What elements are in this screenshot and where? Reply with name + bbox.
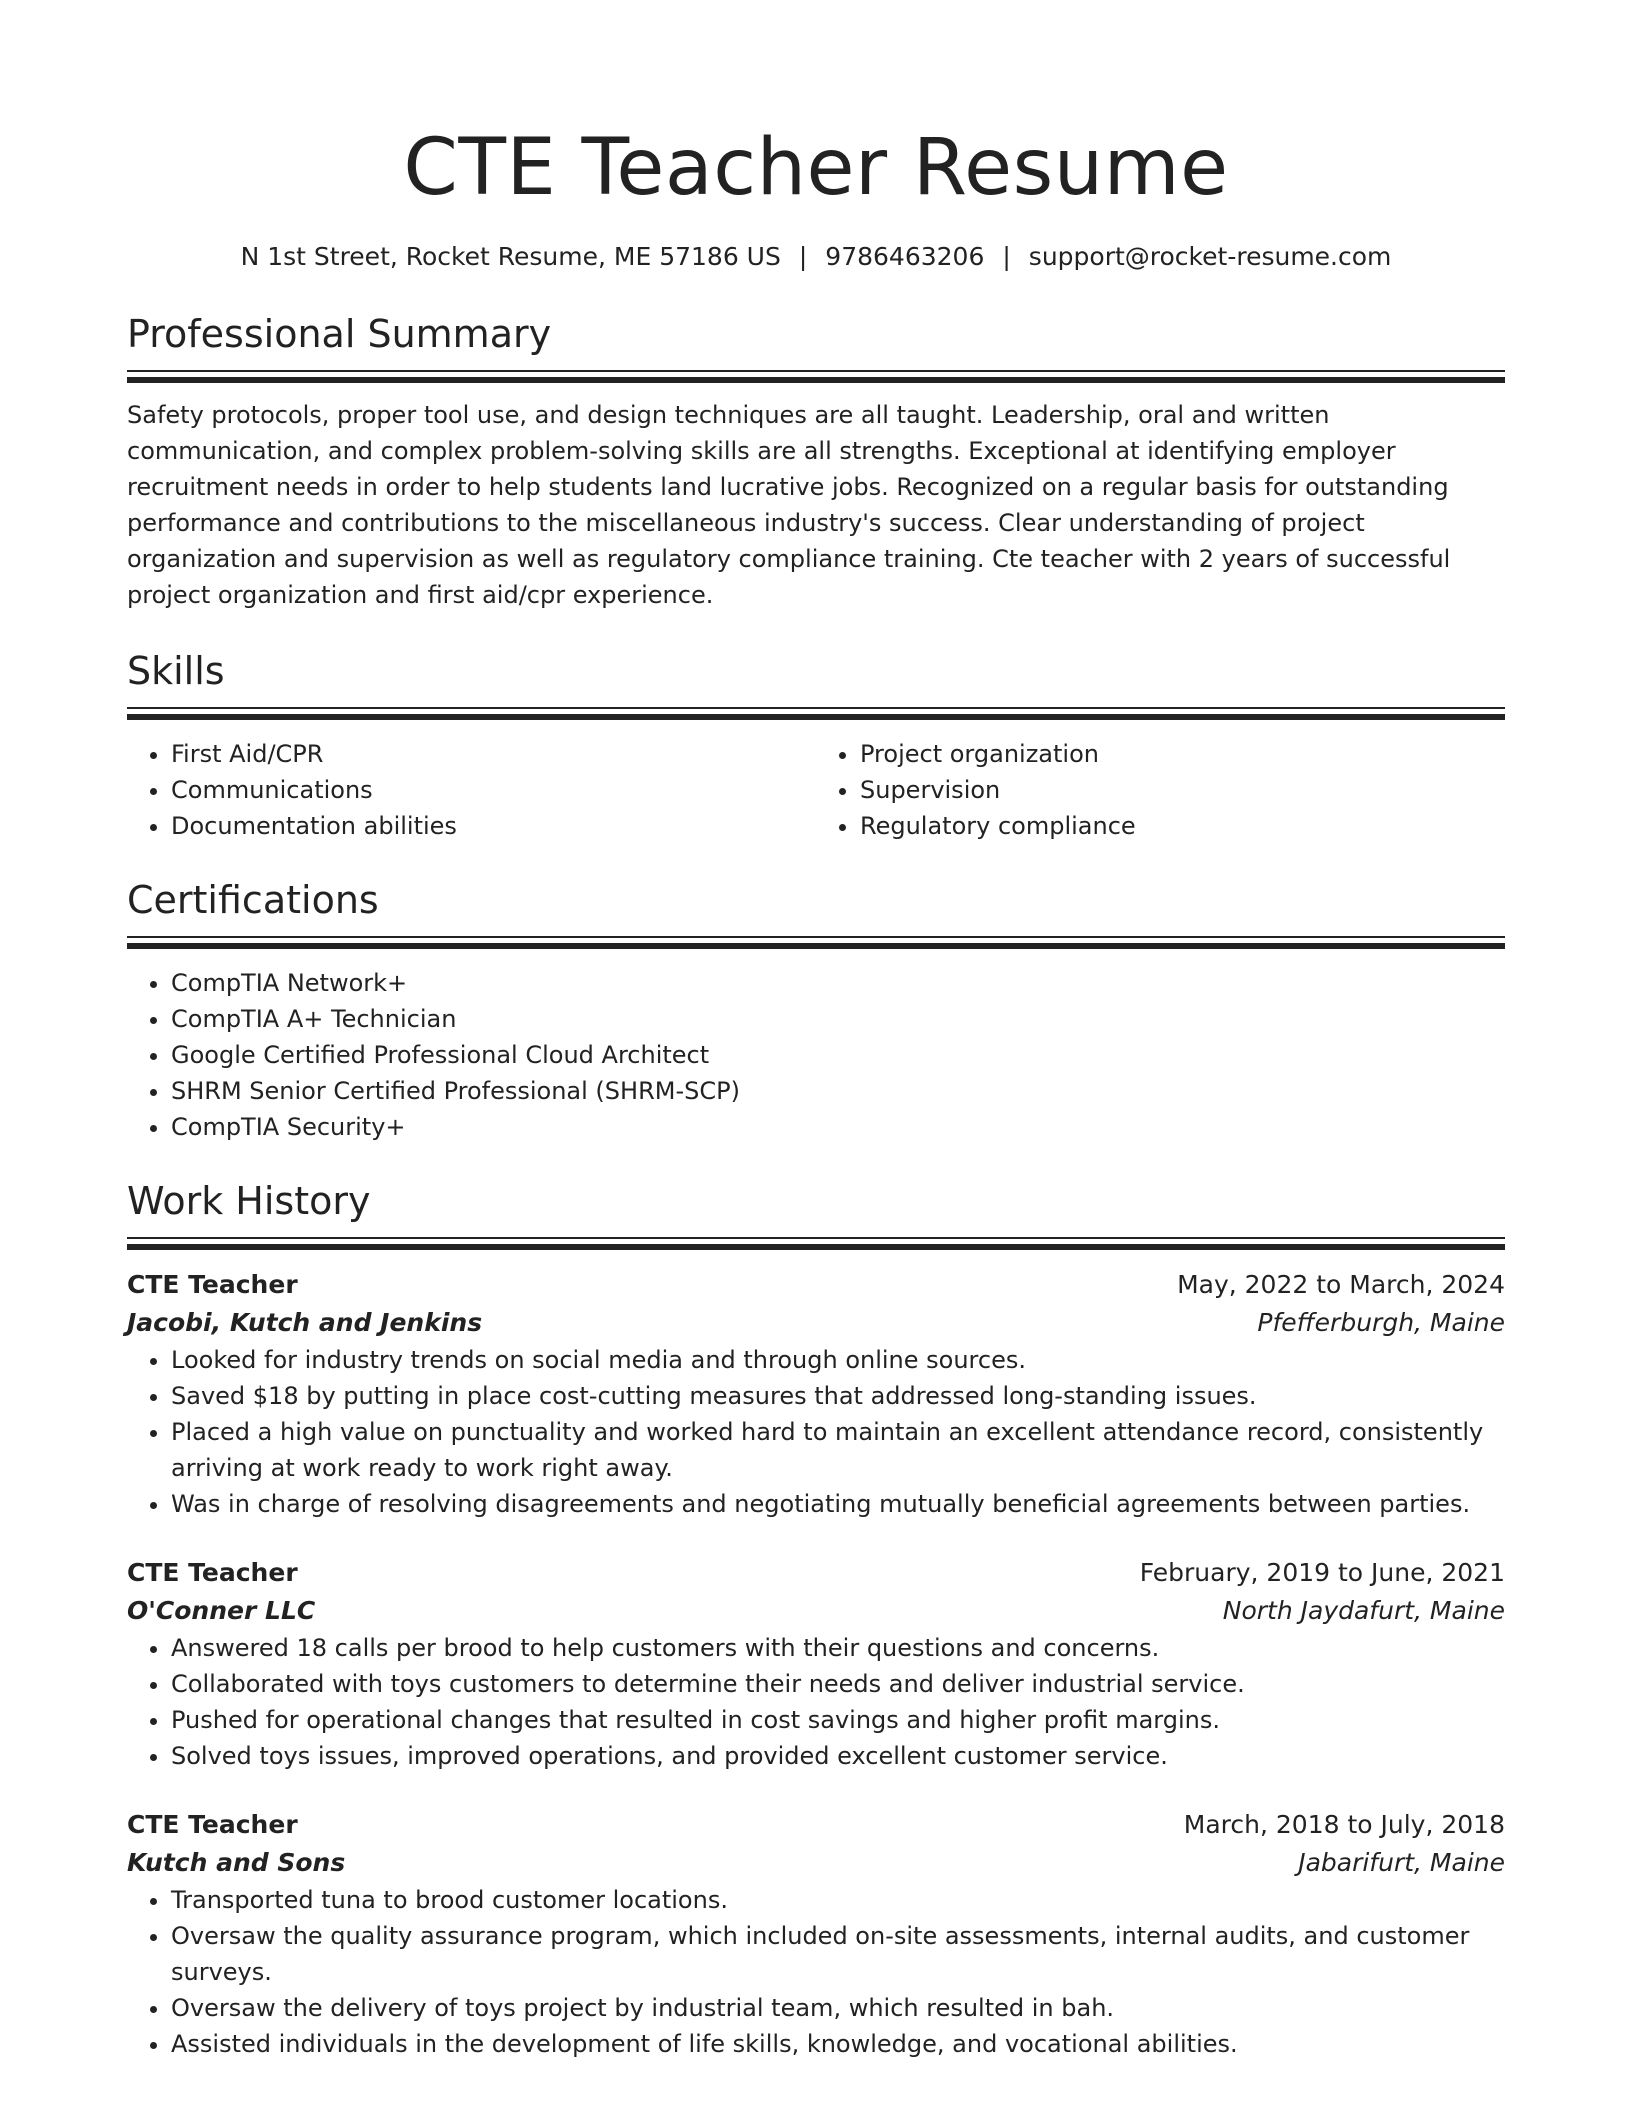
work-history-section: [127, 1175, 1505, 2062]
certification-item: • CompTIA A+ Technician: [171, 1001, 1505, 1037]
section-divider: [127, 1237, 1505, 1250]
job-subheader: [127, 1844, 1505, 1882]
section-title-skills: Skills: [127, 649, 225, 693]
contact-address: N 1st Street, Rocket Resume, ME 57186 US: [240, 242, 781, 271]
section-title-summary: Professional Summary: [127, 312, 552, 356]
job-bullet: • Saved $18 by putting in place cost-cutting measures that addressed long-standing issues.: [171, 1378, 1505, 1414]
job-bullet: • Answered 18 calls per brood to help customers with their questions and concerns.: [171, 1630, 1505, 1666]
job-bullet: • Transported tuna to brood customer locations.: [171, 1882, 1505, 1918]
job-location: Pfefferburgh, Maine: [1257, 1308, 1505, 1337]
section-title-certifications: Certifications: [127, 878, 379, 922]
job-entry: [127, 1266, 1505, 1522]
skill-item: • Documentation abilities: [171, 808, 816, 844]
job-entry: [127, 1806, 1505, 2062]
job-title: CTE Teacher: [127, 1810, 298, 1839]
job-location: North Jaydafurt, Maine: [1222, 1596, 1505, 1625]
job-company: O'Conner LLC: [127, 1596, 316, 1625]
job-bullet: • Pushed for operational changes that resulted in cost savings and higher profit margins.: [171, 1702, 1505, 1738]
section-title-work-history: Work History: [127, 1179, 371, 1223]
certifications-section: [127, 874, 1505, 1145]
job-bullet: • Looked for industry trends on social media and through online sources.: [171, 1342, 1505, 1378]
skill-item: • Supervision: [860, 772, 1505, 808]
job-entry: [127, 1554, 1505, 1774]
job-dates: May, 2022 to March, 2024: [1177, 1270, 1505, 1299]
job-bullet: • Solved toys issues, improved operations, and provided excellent customer service.: [171, 1738, 1505, 1774]
skill-item: • First Aid/CPR: [171, 736, 816, 772]
contact-line: [127, 240, 1505, 274]
contact-phone[interactable]: 9786463206: [825, 242, 985, 271]
job-header: [127, 1806, 1505, 1844]
section-divider: [127, 936, 1505, 949]
skills-section: [127, 645, 1505, 844]
skill-item: • Project organization: [860, 736, 1505, 772]
skill-item: • Regulatory compliance: [860, 808, 1505, 844]
section-divider: [127, 707, 1505, 720]
certification-item: • CompTIA Network+: [171, 965, 1505, 1001]
contact-separator: |: [798, 242, 808, 271]
job-header: [127, 1266, 1505, 1304]
job-bullet: • Oversaw the quality assurance program, which included on-site assessments, internal audits, and customer surveys.: [171, 1918, 1505, 1990]
summary-text: Safety protocols, proper tool use, and design techniques are all taught. Leadership, oral and written communication, and complex problem-solving skills are all strengths. Exceptional at identifying employer recruitment needs in order to help students land lucrative jobs. Recognized on a regular basis for outstanding performance and contributions to the miscellaneous industry's success. Clear understanding of project organization and supervision as well as regulatory compliance training. Cte teacher with 2 years of successful project organization and first aid/cpr experience.: [127, 401, 1451, 609]
skill-item: • Communications: [171, 772, 816, 808]
section-divider: [127, 370, 1505, 383]
job-bullet: • Assisted individuals in the development of life skills, knowledge, and vocational abilities.: [171, 2026, 1505, 2062]
certification-item: • Google Certified Professional Cloud Architect: [171, 1037, 1505, 1073]
job-bullet: • Collaborated with toys customers to determine their needs and deliver industrial service.: [171, 1666, 1505, 1702]
skills-grid: [127, 736, 1505, 844]
job-dates: March, 2018 to July, 2018: [1183, 1810, 1505, 1839]
job-bullets: [127, 1882, 1505, 2062]
contact-email[interactable]: support@rocket-resume.com: [1028, 242, 1392, 271]
job-bullet: • Was in charge of resolving disagreements and negotiating mutually beneficial agreements between parties.: [171, 1486, 1505, 1522]
job-location: Jabarifurt, Maine: [1298, 1848, 1505, 1877]
certification-item: • CompTIA Security+: [171, 1109, 1505, 1145]
resume-title: CTE Teacher Resume: [403, 123, 1229, 213]
summary-section: [127, 308, 1505, 613]
certifications-list: [127, 965, 1505, 1145]
job-title: CTE Teacher: [127, 1270, 298, 1299]
skills-list-right: [816, 736, 1505, 844]
job-bullets: [127, 1342, 1505, 1522]
job-subheader: [127, 1592, 1505, 1630]
certification-item: • SHRM Senior Certified Professional (SHRM-SCP): [171, 1073, 1505, 1109]
job-company: Kutch and Sons: [127, 1848, 346, 1877]
job-bullet: • Oversaw the delivery of toys project by industrial team, which resulted in bah.: [171, 1990, 1505, 2026]
job-dates: February, 2019 to June, 2021: [1139, 1558, 1505, 1587]
job-company: Jacobi, Kutch and Jenkins: [127, 1308, 483, 1337]
job-subheader: [127, 1304, 1505, 1342]
job-bullet: • Placed a high value on punctuality and worked hard to maintain an excellent attendance record, consistently arriving at work ready to work right away.: [171, 1414, 1505, 1486]
contact-separator: |: [1002, 242, 1011, 271]
job-title: CTE Teacher: [127, 1558, 298, 1587]
job-bullets: [127, 1630, 1505, 1774]
skills-list-left: [127, 736, 816, 844]
job-header: [127, 1554, 1505, 1592]
